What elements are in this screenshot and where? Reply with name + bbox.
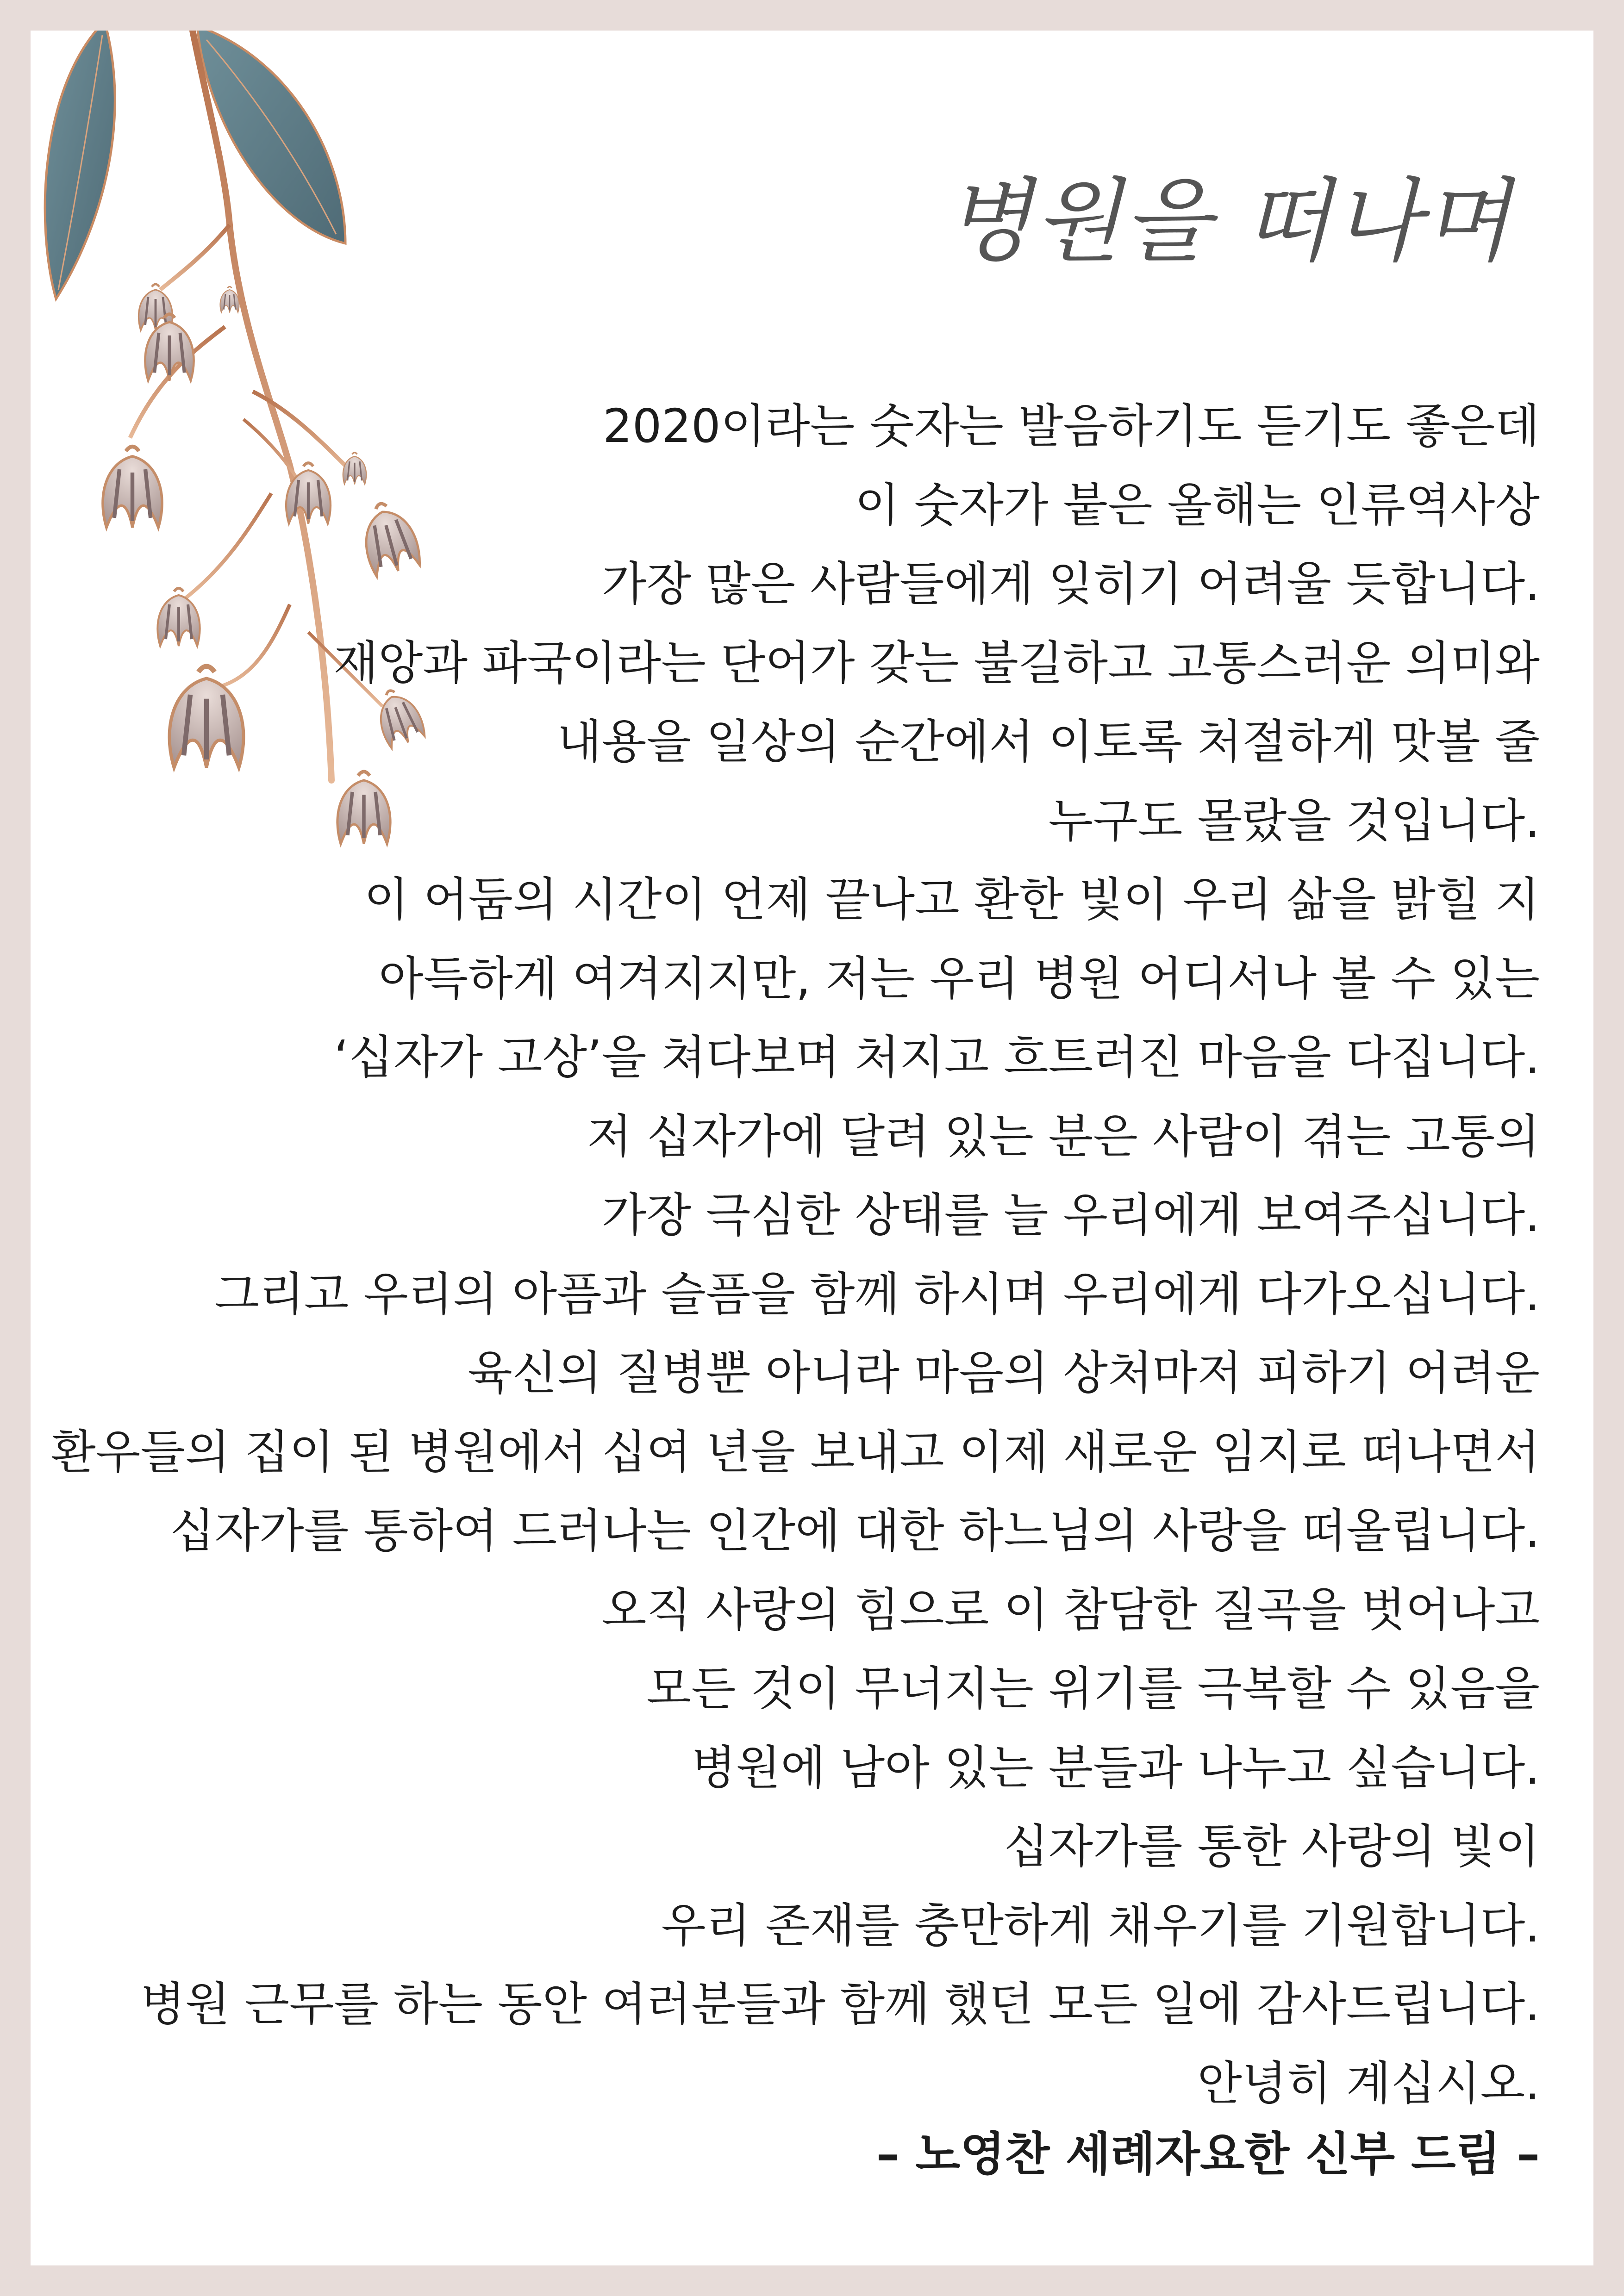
body-line: 병원 근무를 하는 동안 여러분들과 함께 했던 모든 일에 감사드립니다.: [140, 1977, 1540, 2031]
body-line: 환우들의 집이 된 병원에서 십여 년을 보내고 이제 새로운 임지로 떠나면서: [51, 1425, 1540, 1479]
page-title: 병원을 떠나며: [944, 169, 1512, 274]
body-line: 재앙과 파국이라는 단어가 갖는 불길하고 고통스러운 의미와: [333, 635, 1540, 690]
body-line: 아득하게 여겨지지만, 저는 우리 병원 어디서나 볼 수 있는: [379, 951, 1540, 1006]
body-line: 모든 것이 무너지는 위기를 극복할 수 있음을: [646, 1661, 1540, 1716]
body-line: 그리고 우리의 아픔과 슬픔을 함께 하시며 우리에게 다가오십니다.: [214, 1267, 1540, 1321]
body-line: 가장 극심한 상태를 늘 우리에게 보여주십니다.: [601, 1188, 1540, 1242]
body-line: 안녕히 계십시오.: [1197, 2056, 1540, 2110]
body-line: 이 숫자가 붙은 올해는 인류역사상: [855, 478, 1540, 532]
body-line: 2020이라는 숫자는 발음하기도 듣기도 좋은데: [603, 399, 1540, 453]
leaf-right: [197, 31, 345, 243]
body-line: 우리 존재를 충만하게 채우기를 기원합니다.: [661, 1898, 1540, 1953]
body-line: 병원에 남아 있는 분들과 나누고 싶습니다.: [691, 1740, 1540, 1795]
body-line: 저 십자가에 달려 있는 분은 사람이 겪는 고통의: [587, 1109, 1540, 1164]
body-line: 이 어둠의 시간이 언제 끝나고 환한 빛이 우리 삶을 밝힐 지: [364, 872, 1540, 927]
body-line: 내용을 일상의 순간에서 이토록 처절하게 맛볼 줄: [557, 715, 1540, 769]
body-line: 오직 사랑의 힘으로 이 참담한 질곡을 벗어나고: [601, 1582, 1540, 1637]
body-line: 십자가를 통한 사랑의 빛이: [1004, 1819, 1540, 1873]
body-line: ‘십자가 고상’을 쳐다보며 처지고 흐트러진 마음을 다집니다.: [334, 1030, 1540, 1084]
body-line: 누구도 몰랐을 것입니다.: [1048, 793, 1540, 848]
letter-body: [51, 387, 1540, 2123]
body-line: 십자가를 통하여 드러나는 인간에 대한 하느님의 사랑을 떠올립니다.: [169, 1504, 1540, 1558]
letter-page: [31, 31, 1593, 2265]
leaf-left: [45, 31, 115, 299]
body-line: 가장 많은 사람들에게 잊히기 어려울 듯합니다.: [601, 557, 1540, 611]
signature: – 노영찬 세례자요한 신부 드림 –: [876, 2127, 1540, 2181]
body-line: 육신의 질병뿐 아니라 마음의 상처마저 피하기 어려운: [468, 1346, 1540, 1400]
